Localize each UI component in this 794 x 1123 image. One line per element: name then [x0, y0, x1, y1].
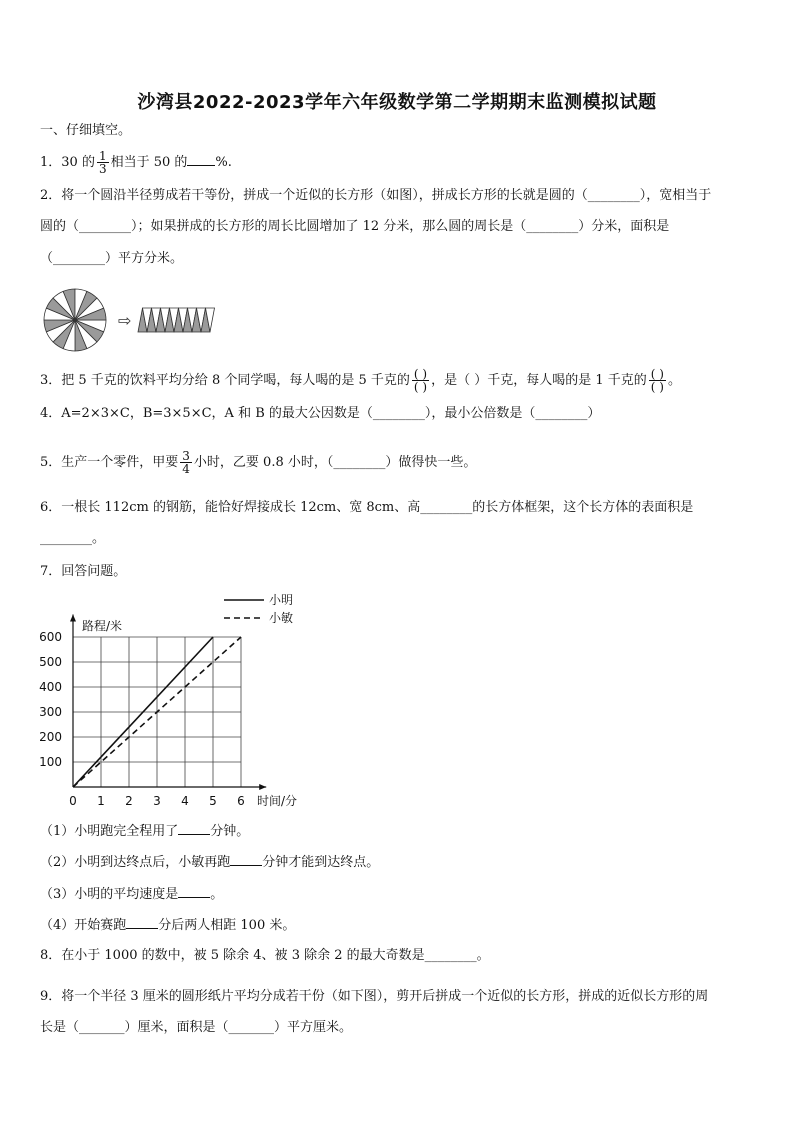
section-heading: 一、仔细填空。 [40, 123, 132, 138]
question-4: 4．A=2×3×C，B=3×5×C，A 和 B 的最大公因数是（________），最小公倍数是（________） [40, 406, 601, 421]
answer-blank[interactable] [230, 853, 262, 866]
x-axis-label: 时间/分 [257, 794, 298, 808]
question-7-sub-2 [40, 853, 379, 871]
question-7-label: 7．回答问题。 [40, 564, 127, 579]
x-tick-label: 0 [69, 794, 77, 808]
x-tick-label: 6 [237, 794, 245, 808]
x-tick-label: 2 [125, 794, 133, 808]
answer-blank[interactable] [178, 885, 210, 898]
question-7-sub-3 [40, 885, 223, 903]
question-7-sub-4 [40, 916, 295, 934]
fraction-one-third [97, 150, 109, 175]
q1-text-post: 相当于 50 的 [110, 155, 188, 170]
sub-question-text: 分后两人相距 100 米。 [158, 918, 296, 933]
answer-blank[interactable] [187, 153, 215, 166]
q1-text-pre: 1．30 的 [40, 155, 95, 170]
fraction-denominator: ( ) [413, 380, 428, 394]
answer-blank[interactable] [178, 822, 210, 835]
sub-question-text: （1）小明跑完全程用了 [40, 824, 179, 839]
question-2-line-3: （________）平方分米。 [40, 251, 184, 266]
sub-question-text: （2）小明到达终点后，小敏再跑 [40, 855, 231, 870]
fraction-blank-1[interactable] [412, 368, 429, 393]
fraction-denominator: ( ) [650, 380, 664, 394]
sub-question-text: 分钟才能到达终点。 [262, 855, 380, 870]
legend-label: 小敏 [269, 611, 294, 625]
legend-label: 小明 [269, 593, 294, 607]
question-3 [40, 368, 681, 393]
q1-text-tail: %. [215, 155, 232, 170]
q3-text-mid: ，是（ ）千克，每人喝的是 1 千克的 [431, 373, 647, 388]
sectored-circle [44, 289, 106, 351]
y-tick-label: 100 [39, 755, 62, 769]
y-tick-label: 400 [39, 680, 62, 694]
fraction-denominator: 3 [98, 162, 107, 176]
arrow-icon: ⇨ [118, 311, 132, 330]
y-tick-label: 300 [39, 705, 62, 719]
x-axis-arrow-icon [259, 784, 266, 790]
question-2-line-2: 圆的（________）；如果拼成的长方形的周长比圆增加了 12 分米，那么圆的周长是（________）分米，面积是 [40, 219, 670, 234]
sub-question-text: 。 [210, 887, 224, 902]
question-5 [40, 450, 476, 475]
question-7-sub-1 [40, 822, 249, 840]
q3-text-pre: 3．把 5 千克的饮料平均分给 8 个同学喝，每人喝的是 5 千克的 [40, 373, 410, 388]
sub-question-text: （3）小明的平均速度是 [40, 887, 179, 902]
sub-question-text: （4）开始赛跑 [40, 918, 127, 933]
fraction-numerator: ( ) [650, 367, 664, 381]
question-1 [40, 150, 232, 175]
answer-blank[interactable] [126, 916, 158, 929]
chart-tick-labels [39, 630, 245, 808]
q3-text-post: 。 [667, 373, 681, 388]
fraction-denominator: 4 [182, 462, 190, 476]
question-6-line-2: ________。 [40, 531, 106, 546]
approximate-rectangle [138, 308, 215, 332]
page-title: 沙湾县2022-2023学年六年级数学第二学期期末监测模拟试题 [137, 92, 657, 113]
distance-time-chart [38, 588, 318, 813]
fraction-numerator: 1 [98, 149, 107, 163]
fraction-numerator: 3 [182, 449, 190, 463]
q5-text-post: 小时，乙要 0.8 小时，（________）做得快一些。 [193, 455, 477, 470]
fraction-numerator: ( ) [413, 367, 428, 381]
sub-question-text: 分钟。 [210, 824, 250, 839]
question-8: 8．在小于 1000 的数中，被 5 除余 4、被 3 除余 2 的最大奇数是________。 [40, 948, 490, 963]
y-tick-label: 500 [39, 655, 62, 669]
question-9-line-2: 长是（_______）厘米，面积是（_______）平方厘米。 [40, 1020, 353, 1035]
y-axis-label: 路程/米 [82, 619, 123, 633]
circle-to-rectangle-figure [40, 280, 240, 360]
y-tick-label: 600 [39, 630, 62, 644]
question-2-line-1: 2．将一个圆沿半径剪成若干等份，拼成一个近似的长方形（如图），拼成长方形的长就是圆的（________），宽相当于 [40, 188, 712, 203]
question-9-line-1: 9．将一个半径 3 厘米的圆形纸片平均分成若干份（如下图），剪开后拼成一个近似的长方形，拼成的近似长方形的周 [40, 989, 709, 1004]
x-tick-label: 4 [181, 794, 189, 808]
x-tick-label: 3 [153, 794, 161, 808]
fraction-three-quarters [180, 450, 192, 475]
y-axis-arrow-icon [70, 615, 76, 622]
y-tick-label: 200 [39, 730, 62, 744]
fraction-blank-2[interactable] [649, 368, 666, 393]
x-tick-label: 5 [209, 794, 217, 808]
question-6-line-1: 6．一根长 112cm 的钢筋，能恰好焊接成长 12cm、宽 8cm、高________的长方体框架，这个长方体的表面积是 [40, 500, 694, 515]
x-tick-label: 1 [97, 794, 105, 808]
chart-legend [224, 593, 293, 625]
q5-text-pre: 5．生产一个零件，甲要 [40, 455, 179, 470]
